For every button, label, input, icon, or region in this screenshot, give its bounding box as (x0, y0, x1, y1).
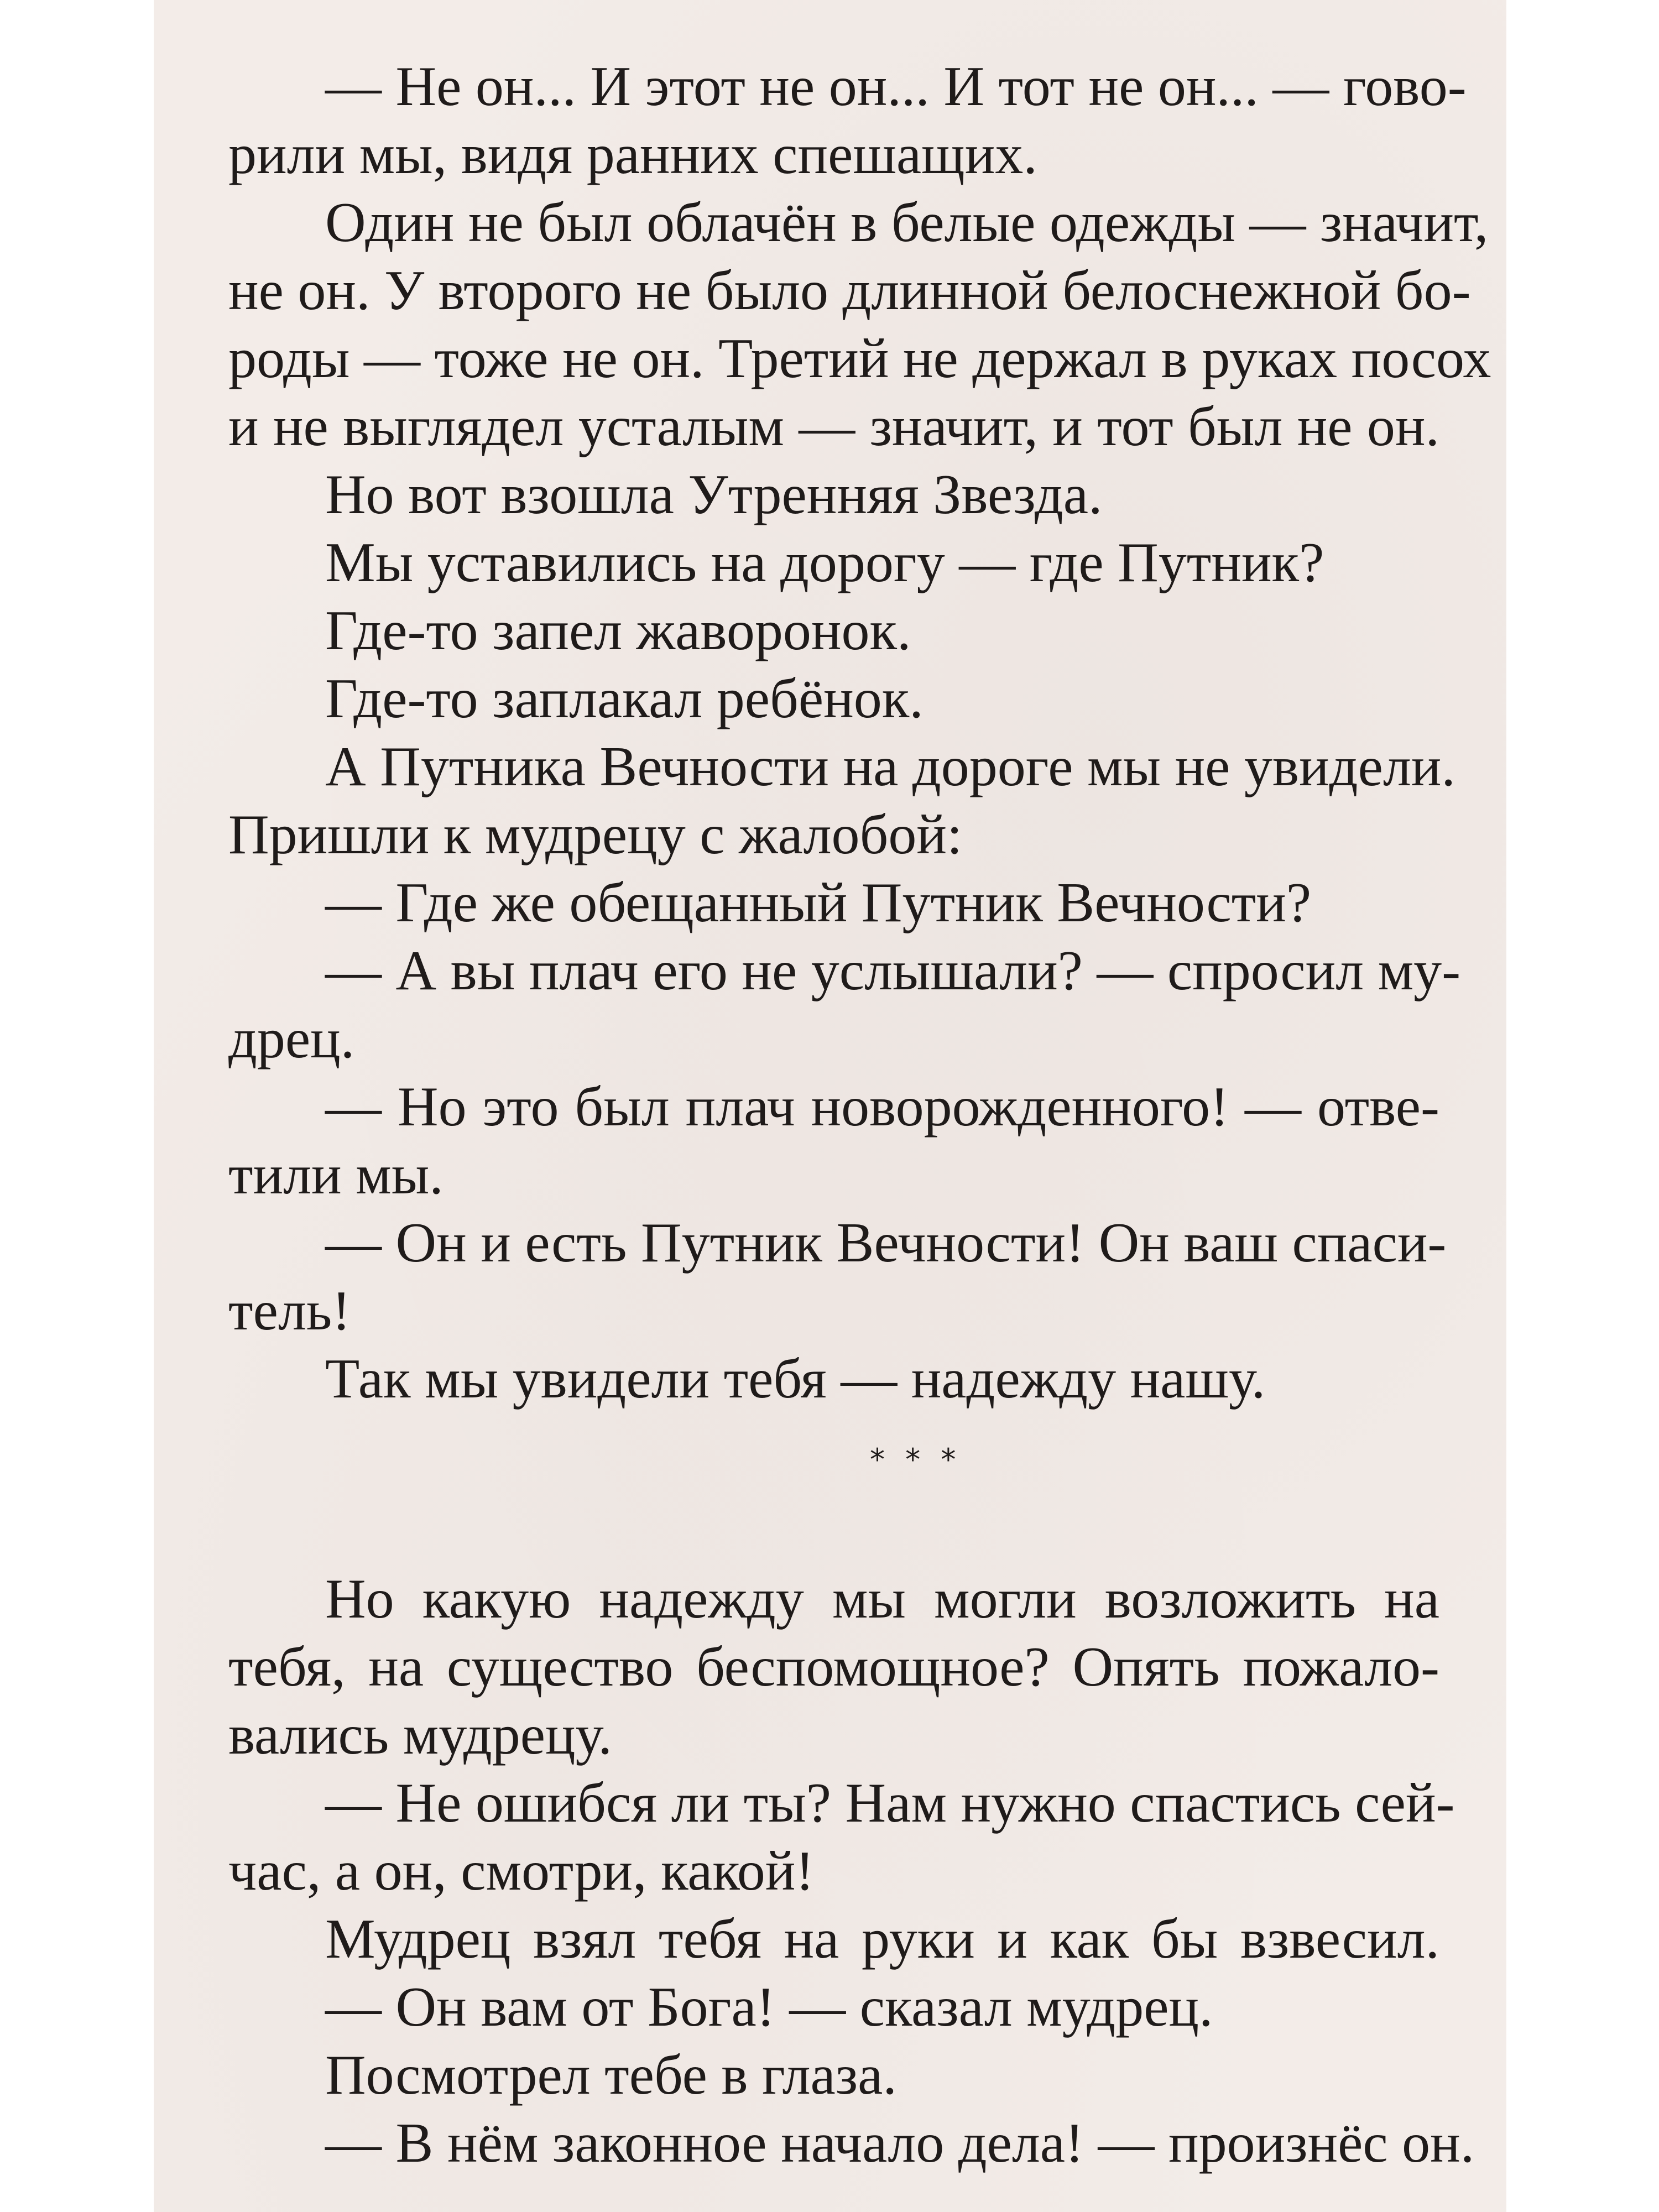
text-line: роды — тоже не он. Третий не держал в руках посох (228, 327, 1491, 390)
text-line: Так мы увидели тебя — надежду нашу. (325, 1348, 1266, 1410)
text-line: Мы уставились на дорогу — где Путник? (325, 531, 1324, 594)
text-line: час, а он, смотри, какой! (228, 1840, 815, 1902)
text-line: — Но это был плач новорожденного! — отве- (325, 1076, 1439, 1138)
text-line: тебя, на существо беспомощное? Опять пожало- (228, 1636, 1439, 1698)
text-line: — Не он... И этот не он... И тот не он... — гово- (325, 55, 1467, 118)
text-line: Посмотрел тебе в глаза. (325, 2044, 897, 2106)
book-page (154, 0, 1506, 2212)
text-line: — Не ошибся ли ты? Нам нужно спастись сей- (325, 1772, 1455, 1834)
text-line: рили мы, видя ранних спешащих. (228, 123, 1037, 186)
text-line: — Где же обещанный Путник Вечности? (325, 872, 1312, 934)
text-line: — Он и есть Путник Вечности! Он ваш спаси- (325, 1212, 1447, 1274)
text-line: дрец. (228, 1008, 355, 1070)
text-line: Но какую надежду мы могли возложить на (325, 1568, 1439, 1630)
text-line: — А вы плач его не услышали? — спросил му- (325, 940, 1461, 1002)
text-line: — В нём законное начало дела! — произнёс он. (325, 2112, 1475, 2174)
section-divider: * * * (870, 1442, 962, 1477)
text-section-2 (228, 1565, 1475, 2177)
text-line: Где-то заплакал ребёнок. (325, 667, 924, 730)
text-line: не он. У второго не было длинной белоснежной бо- (228, 259, 1471, 322)
text-line: Мудрец взял тебя на руки и как бы взвесил. (325, 1908, 1439, 1970)
text-line: Где-то запел жаворонок. (325, 599, 911, 662)
text-line: тили мы. (228, 1144, 444, 1206)
text-section-1 (228, 53, 1491, 1413)
text-line: Один не был облачён в белые одежды — значит, (325, 191, 1489, 254)
text-line: вались мудрецу. (228, 1704, 612, 1766)
text-line: Пришли к мудрецу с жалобой: (228, 804, 963, 866)
text-line: тель! (228, 1280, 351, 1342)
text-line: и не выглядел усталым — значит, и тот был не он. (228, 395, 1439, 458)
text-line: — Он вам от Бога! — сказал мудрец. (325, 1976, 1213, 2038)
text-line: А Путника Вечности на дороге мы не увидели. (325, 735, 1455, 798)
text-line: Но вот взошла Утренняя Звезда. (325, 463, 1103, 526)
